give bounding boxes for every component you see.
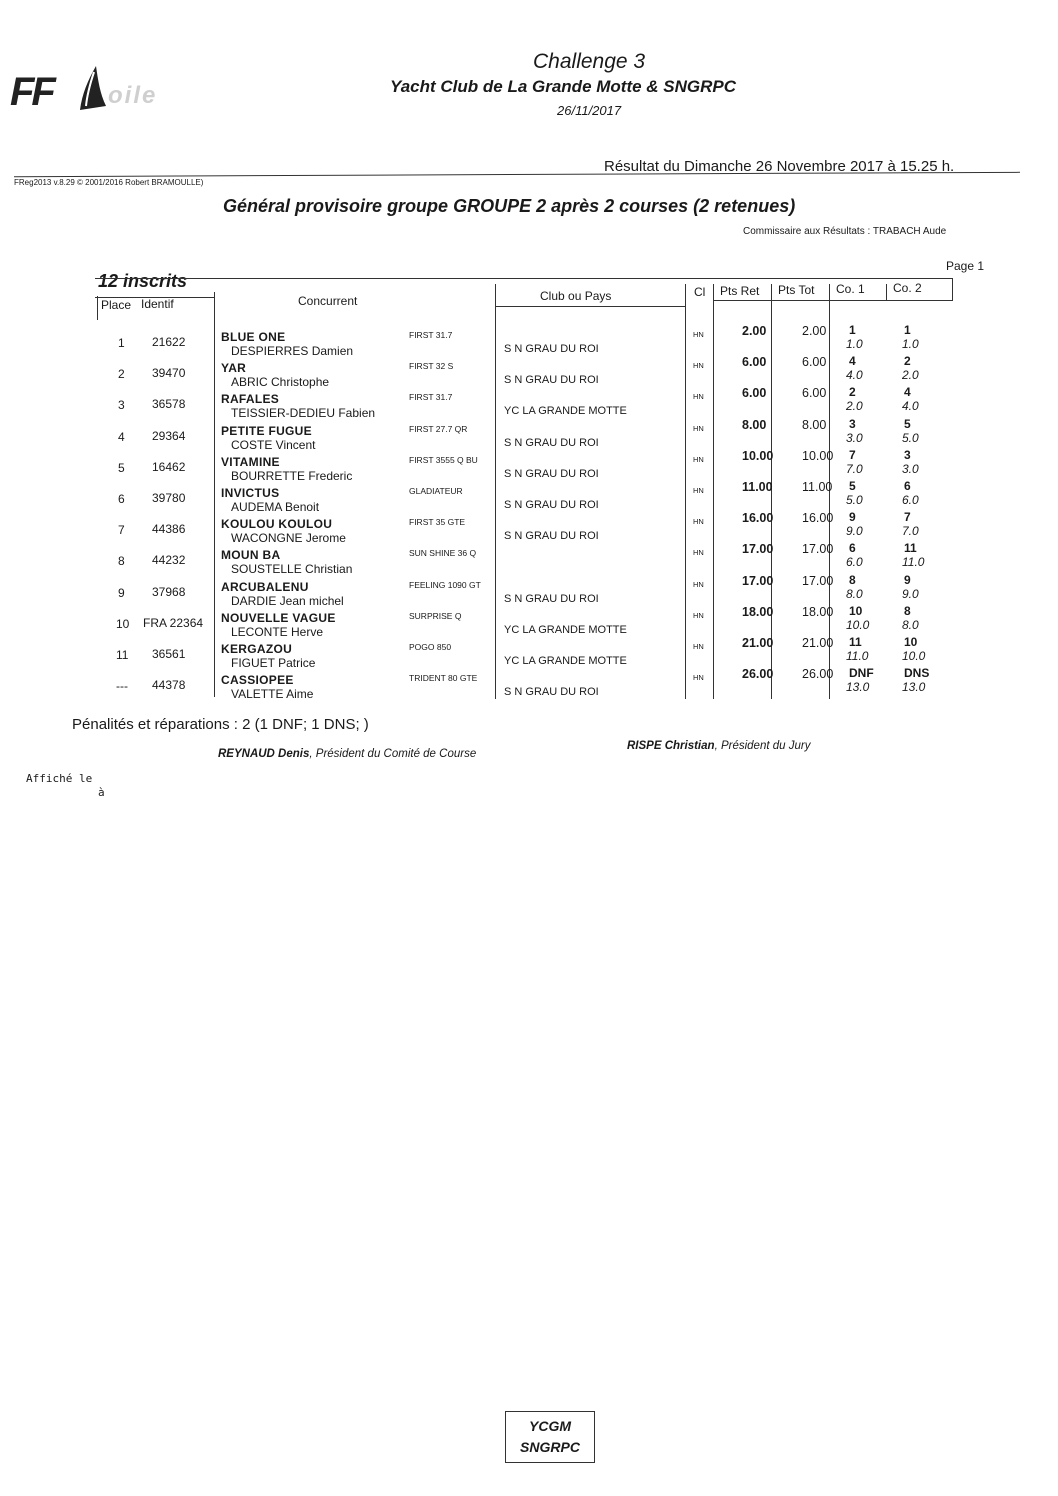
co2-score: 2.0	[902, 368, 919, 383]
pts-tot: 18.00	[802, 604, 834, 619]
boat-model: POGO 850	[409, 642, 452, 652]
col-line	[495, 284, 496, 699]
identif: 37968	[152, 584, 186, 599]
boat-model: FIRST 32 S	[409, 361, 454, 372]
skipper-name: AUDEMA Benoit	[231, 500, 320, 514]
header-divider-club	[495, 306, 685, 307]
co1-score: 8.0	[846, 586, 863, 601]
co1-rank: 5	[849, 479, 856, 493]
col-line	[713, 284, 714, 699]
boat-model: FIRST 27.7 QR	[409, 423, 468, 434]
identif: 21622	[152, 335, 186, 349]
club: YC LA GRANDE MOTTE	[504, 405, 627, 418]
boat-model: FEELING 1090 GT	[409, 579, 481, 590]
pts-tot: 17.00	[802, 542, 834, 557]
boat-name: YAR	[221, 361, 247, 376]
pts-tot: 17.00	[802, 573, 834, 588]
boat-name: KERGAZOU	[221, 642, 293, 656]
event-title: Challenge 3	[533, 50, 646, 73]
co2-score: 7.0	[902, 524, 919, 539]
place: ---	[116, 679, 128, 694]
posted-time-label: à	[98, 786, 105, 799]
co2-score: 5.0	[902, 430, 919, 445]
logo-ff-text: FF	[10, 70, 53, 114]
col-header-place: Place	[101, 298, 132, 312]
event-date: 26/11/2017	[557, 103, 622, 118]
identif: 44378	[152, 678, 186, 693]
header-divider-right	[713, 300, 953, 301]
place: 1	[118, 336, 125, 350]
col-header-pts-ret: Pts Ret	[720, 284, 760, 298]
co2-rank: 1	[904, 323, 911, 337]
president-role: , Président du Comité de Course	[309, 748, 477, 760]
logo-voile-text: oile	[108, 82, 158, 109]
boat-name: KOULOU KOULOU	[221, 517, 333, 532]
pts-ret: 2.00	[742, 324, 767, 338]
place: 8	[118, 554, 125, 569]
place: 9	[118, 585, 125, 600]
col-line	[952, 278, 953, 300]
co2-score: 3.0	[902, 461, 919, 476]
club: S N GRAU DU ROI	[504, 592, 599, 605]
co2-score: 8.0	[902, 617, 919, 632]
col-line	[214, 292, 215, 697]
president-name: REYNAUD Denis	[218, 748, 310, 760]
ffvoile-logo	[10, 64, 180, 120]
race-committee-president	[218, 748, 476, 760]
boat-model: SUN SHINE 36 Q	[409, 548, 477, 559]
pts-tot: 8.00	[802, 417, 827, 432]
co1-score: 9.0	[846, 524, 863, 539]
skipper-name: SOUSTELLE Christian	[231, 562, 353, 577]
club: YC LA GRANDE MOTTE	[504, 655, 627, 667]
class: HN	[693, 579, 704, 589]
class: HN	[693, 517, 704, 527]
penalties-summary: Pénalités et réparations : 2 (1 DNF; 1 DNS; )	[72, 716, 369, 733]
pts-tot: 16.00	[802, 511, 834, 526]
co1-score: 3.0	[846, 430, 863, 445]
skipper-name: LECONTE Herve	[231, 624, 324, 639]
place: 10	[116, 616, 130, 631]
boat-name: PETITE FUGUE	[221, 423, 312, 438]
col-header-cl: Cl	[694, 285, 706, 299]
col-header-identif: Identif	[141, 297, 174, 311]
club-stamp	[505, 1411, 595, 1463]
col-header-co2: Co. 2	[893, 281, 922, 295]
pts-ret: 8.00	[742, 417, 767, 432]
co1-score: 2.0	[846, 399, 863, 414]
posted-stamp	[26, 772, 105, 800]
co1-rank: 8	[849, 572, 856, 587]
co2-rank: 10	[904, 635, 918, 649]
class: HN	[693, 392, 704, 402]
col-line	[97, 296, 98, 320]
boat-model: FIRST 35 GTE	[409, 517, 466, 528]
co1-rank: 1	[849, 323, 856, 337]
co2-score: 4.0	[902, 399, 919, 414]
co1-score: 5.0	[846, 493, 863, 507]
co2-rank: 8	[904, 603, 911, 618]
co2-rank: 3	[904, 447, 911, 462]
pts-ret: 17.00	[742, 573, 774, 588]
skipper-name: ABRIC Christophe	[231, 375, 330, 390]
entrant-count: 12 inscrits	[98, 271, 188, 291]
boat-name: INVICTUS	[221, 486, 280, 500]
stamp-line2: SNGRPC	[520, 1439, 580, 1455]
stamp-line1: YCGM	[529, 1418, 571, 1434]
co2-rank: DNS	[904, 666, 930, 681]
place: 2	[118, 367, 125, 382]
club: S N GRAU DU ROI	[504, 436, 599, 449]
co1-score: 1.0	[846, 337, 863, 351]
co2-score: 9.0	[902, 586, 919, 601]
boat-model: GLADIATEUR	[409, 486, 463, 496]
jury-role: , Président du Jury	[714, 740, 811, 752]
club: S N GRAU DU ROI	[504, 467, 599, 480]
class: HN	[693, 486, 704, 495]
identif: 44386	[152, 522, 186, 537]
pts-ret: 26.00	[742, 667, 774, 682]
table-top-border	[95, 278, 953, 279]
pts-ret: 21.00	[742, 636, 774, 650]
event-subtitle: Yacht Club de La Grande Motte & SNGRPC	[390, 77, 737, 96]
place: 11	[116, 648, 129, 662]
jury-name: RISPE Christian	[627, 740, 715, 752]
pts-tot: 6.00	[802, 386, 827, 401]
class: HN	[693, 330, 704, 339]
identif: 36578	[152, 397, 186, 412]
class: HN	[693, 642, 704, 651]
pts-tot: 10.00	[802, 448, 834, 463]
co1-score: 10.0	[846, 617, 870, 632]
class: HN	[693, 548, 704, 558]
identif: 29364	[152, 428, 186, 443]
co1-rank: DNF	[849, 666, 874, 681]
club: S N GRAU DU ROI	[504, 686, 599, 699]
identif: 39470	[152, 366, 186, 381]
co1-rank: 3	[849, 416, 856, 431]
software-credit: FReg2013 v.8.29 © 2001/2016 Robert BRAMOULLE)	[14, 178, 204, 187]
pts-ret: 16.00	[742, 511, 774, 526]
class: HN	[693, 610, 704, 620]
sail-icon	[78, 66, 108, 112]
pts-tot: 6.00	[802, 355, 827, 370]
posted-date-label: Affiché le	[26, 772, 93, 785]
place: 6	[118, 492, 125, 506]
boat-model: TRIDENT 80 GTE	[409, 673, 478, 684]
skipper-name: VALETTE Aime	[231, 687, 314, 702]
boat-model: FIRST 3555 Q BU	[409, 454, 478, 465]
co2-rank: 5	[904, 416, 911, 431]
pts-ret: 17.00	[742, 542, 774, 557]
result-timestamp: Résultat du Dimanche 26 Novembre 2017 à 15.25 h.	[604, 158, 955, 175]
skipper-name: BOURRETTE Frederic	[231, 468, 353, 483]
jury-president	[627, 740, 810, 752]
pts-ret: 6.00	[742, 355, 767, 370]
boat-model: SURPRISE Q	[409, 610, 462, 621]
co2-score: 1.0	[902, 337, 919, 351]
col-header-pts-tot: Pts Tot	[778, 283, 815, 297]
boat-model: FIRST 31.7	[409, 330, 453, 340]
co1-rank: 11	[849, 635, 862, 649]
place: 3	[118, 398, 125, 413]
boat-name: ARCUBALENU	[221, 579, 309, 594]
co2-score: 6.0	[902, 493, 919, 507]
skipper-name: FIGUET Patrice	[231, 656, 316, 670]
boat-name: BLUE ONE	[221, 330, 286, 344]
pts-ret: 6.00	[742, 386, 767, 401]
boat-name: CASSIOPEE	[221, 673, 294, 688]
co1-rank: 10	[849, 603, 863, 618]
commissaire: Commissaire aux Résultats : TRABACH Aude	[743, 226, 947, 237]
col-header-co1: Co. 1	[836, 282, 865, 296]
skipper-name: WACONGNE Jerome	[231, 531, 346, 546]
pts-tot: 21.00	[802, 636, 834, 650]
co2-rank: 4	[904, 385, 911, 400]
skipper-name: DARDIE Jean michel	[231, 593, 344, 608]
co2-score: 10.0	[902, 649, 926, 663]
club: S N GRAU DU ROI	[504, 374, 599, 387]
identif: 39780	[152, 491, 186, 505]
col-header-concurrent: Concurrent	[298, 294, 358, 308]
co1-score: 4.0	[846, 368, 863, 383]
boat-name: RAFALES	[221, 392, 280, 407]
co2-rank: 11	[904, 541, 917, 556]
class: HN	[693, 454, 704, 464]
pts-ret: 18.00	[742, 604, 774, 619]
class: HN	[693, 673, 704, 683]
pts-ret: 11.00	[742, 480, 773, 494]
boat-name: MOUN BA	[221, 548, 281, 563]
col-header-club: Club ou Pays	[540, 289, 612, 303]
co1-rank: 7	[849, 447, 856, 462]
skipper-name: COSTE Vincent	[231, 437, 316, 452]
place: 5	[118, 460, 125, 475]
ranking-heading: Général provisoire groupe GROUPE 2 après 2 courses (2 retenues)	[223, 196, 796, 216]
co1-score: 11.0	[846, 649, 869, 663]
identif: 36561	[152, 647, 186, 661]
boat-model: FIRST 31.7	[409, 392, 453, 403]
club: S N GRAU DU ROI	[504, 343, 599, 355]
identif: 44232	[152, 553, 186, 568]
identif: 16462	[152, 459, 186, 474]
co2-rank: 6	[904, 479, 911, 493]
co1-rank: 6	[849, 541, 856, 556]
co1-rank: 4	[849, 354, 856, 369]
col-line	[685, 284, 686, 699]
pts-tot: 2.00	[802, 324, 827, 338]
pts-ret: 10.00	[742, 448, 774, 463]
co1-score: 6.0	[846, 555, 863, 570]
page-number: Page 1	[946, 259, 985, 273]
co1-rank: 2	[849, 385, 856, 400]
co1-score: 13.0	[846, 680, 870, 695]
club: S N GRAU DU ROI	[504, 499, 599, 511]
co2-rank: 2	[904, 354, 911, 369]
class: HN	[693, 361, 704, 371]
club: S N GRAU DU ROI	[504, 530, 599, 543]
co1-score: 7.0	[846, 461, 863, 476]
place: 4	[118, 429, 125, 444]
boat-name: NOUVELLE VAGUE	[221, 610, 336, 625]
skipper-name: DESPIERRES Damien	[231, 344, 354, 358]
club: YC LA GRANDE MOTTE	[504, 623, 627, 636]
pts-tot: 11.00	[802, 480, 833, 494]
co2-rank: 7	[904, 510, 911, 525]
co1-rank: 9	[849, 510, 856, 525]
skipper-name: TEISSIER-DEDIEU Fabien	[231, 406, 376, 421]
co2-rank: 9	[904, 572, 911, 587]
co2-score: 11.0	[902, 555, 925, 570]
boat-name: VITAMINE	[221, 454, 280, 469]
col-line	[886, 284, 887, 300]
pts-tot: 26.00	[802, 667, 834, 682]
co2-score: 13.0	[902, 680, 926, 695]
place: 7	[118, 523, 125, 538]
class: HN	[693, 423, 704, 433]
identif: FRA 22364	[143, 615, 204, 630]
